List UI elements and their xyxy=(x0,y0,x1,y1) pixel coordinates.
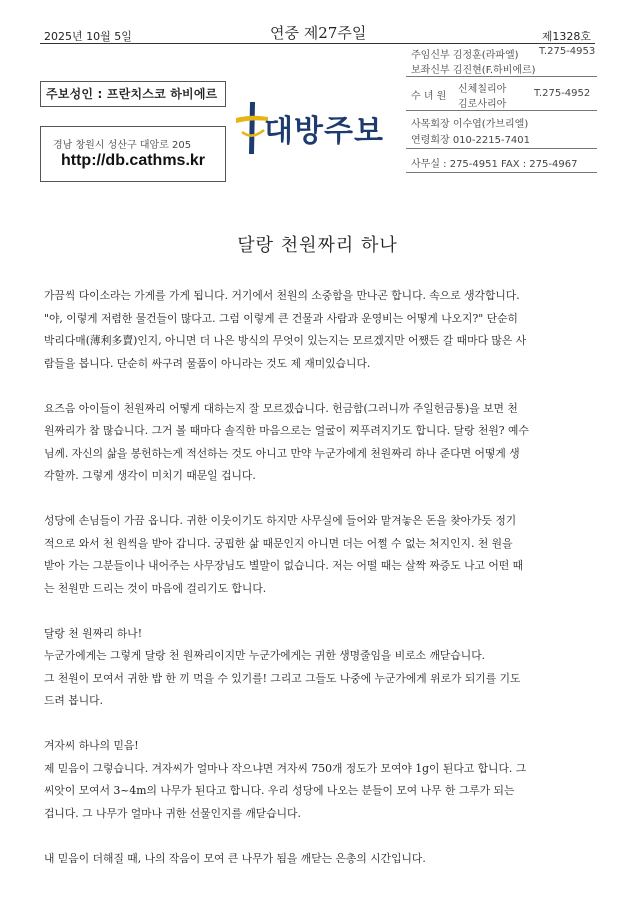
article-line: 원짜리가 참 많습니다. 그거 볼 때마다 솔직한 마음으로는 얼굴이 찌푸려지기도 합니다. 달랑 천원? 예수 xyxy=(44,424,529,437)
office-phone: 사무실 : 275-4951 FAX : 275-4967 xyxy=(411,159,578,170)
article-line: 성당에 손님들이 가끔 옵니다. 귀한 이웃이기도 하지만 사무실에 들어와 맡겨놓은 돈을 찾아가듯 정기 xyxy=(44,514,517,527)
article-line: 누군가에게는 그렇게 달랑 천 원짜리이지만 누군가에게는 귀한 생명줄임을 비로소 깨닫습니다. xyxy=(44,649,486,662)
article-line: 가끔씩 다이소라는 가게를 가게 됩니다. 거기에서 천원의 소중함을 만나곤 합니다. 속으로 생각합니다. xyxy=(44,289,520,302)
article-line: 드려 봅니다. xyxy=(44,694,104,707)
paragraph-gap xyxy=(44,825,596,848)
article-line: "야, 이렇게 저렴한 물건들이 많다고. 그럼 이렇게 큰 건물과 사람과 운영비는 어떻게 나오지?" 단순히 xyxy=(44,311,518,325)
council-president: 사목회장 이수엽(가브리엘) xyxy=(411,119,529,130)
paragraph-gap xyxy=(44,375,596,398)
article-line: 람들을 봅니다. 단순히 싸구려 물품이 아니라는 것도 제 재미있습니다. xyxy=(44,356,371,370)
article-line: 씨앗이 모여서 3~4m의 나무가 된다고 합니다. 우리 성당에 나오는 분들이 모여 나무 한 그루가 되는 xyxy=(44,784,515,797)
article-line: 달랑 천 원짜리 하나! xyxy=(44,626,143,640)
pastor-phone: T.275-4953 xyxy=(539,46,596,57)
issue-date: 2025년 10월 5일 xyxy=(44,30,132,43)
article-line: 님께. 자신의 삶을 봉헌하는게 적선하는 것도 아니고 만약 누군가에게 천원짜리 하나 준다면 어떻게 생 xyxy=(44,446,520,460)
paragraph-gap xyxy=(44,488,596,511)
article-line: 내 믿음이 더해질 때, 나의 작음이 모여 큰 나무가 됨을 깨닫는 은총의 시간입니다. xyxy=(44,851,426,865)
article-line: 겨자씨 하나의 믿음! xyxy=(44,739,139,752)
address-box xyxy=(40,126,226,182)
address-text: 경남 창원시 성산구 대암로 205 xyxy=(53,140,192,151)
nun-name-2: 김로사리아 xyxy=(458,99,507,110)
paragraph-gap xyxy=(44,600,596,623)
liturgical-week: 연중 제27주일 xyxy=(270,24,367,42)
article-line: 받아 가는 그분들이나 내어주는 사무장님도 별말이 없습니다. 저는 어떨 때는 살짝 짜증도 나고 어떤 때 xyxy=(44,559,524,572)
info-row-office xyxy=(406,149,597,173)
article-line: 는 천원만 드리는 것이 마음에 걸리기도 합니다. xyxy=(44,581,267,595)
issue-number: 제1328호 xyxy=(541,30,591,43)
pastor-name: 주임신부 김정훈(라파엘) xyxy=(411,50,519,61)
article-line: 적으로 와서 천 원씩을 받아 갑니다. 궁핍한 삶 때문인지 아니면 더는 어쩔 수 없는 처지인지. 천 원을 xyxy=(44,536,513,550)
article-title: 달랑 천원짜리 하나 xyxy=(237,235,398,256)
nuns-phone: T.275-4952 xyxy=(534,88,591,99)
article-line: 요즈음 아이들이 천원짜리 어떻게 대하는지 잘 모르겠습니다. 헌금함(그러니까 주일헌금통)을 보면 천 xyxy=(44,401,518,415)
funeral-council: 연령회장 010-2215-7401 xyxy=(411,135,531,146)
parish-info-table xyxy=(406,43,597,173)
nuns-label: 수 녀 원 xyxy=(411,91,447,102)
website-link[interactable]: http://db.cathms.kr xyxy=(61,152,206,169)
info-row-council xyxy=(406,111,597,149)
article-line: 그 천원이 모여서 귀한 밥 한 끼 먹을 수 있기를! 그리고 그들도 나중에 누군가에게 위로가 되기를 기도 xyxy=(44,671,521,685)
article-line: 박리다매(薄利多賣)인지, 아니면 더 나은 방식의 무엇이 있는지는 모르겠지만 어쨌든 갈 때마다 많은 사 xyxy=(44,334,527,347)
nun-name-1: 신체칠리아 xyxy=(458,84,507,95)
assistant-priest: 보좌신부 김진현(F.하비에르) xyxy=(411,65,536,76)
info-row-priests xyxy=(406,43,597,77)
article-line: 제 믿음이 그렇습니다. 겨자씨가 얼마나 작으냐면 겨자씨 750개 정도가 모여야 1g이 된다고 합니다. 그 xyxy=(44,761,527,775)
info-row-nuns xyxy=(406,77,597,111)
bulletin-logo xyxy=(234,100,404,156)
bulletin-title: 대방주보 xyxy=(264,114,384,149)
article-body xyxy=(44,285,596,870)
patron-saint-box: 주보성인 : 프란치스코 하비에르 xyxy=(40,81,226,107)
article-line: 각할까. 그렇게 생각이 미치기 때문일 겁니다. xyxy=(44,469,256,482)
paragraph-gap xyxy=(44,713,596,736)
article-line: 겁니다. 그 나무가 얼마나 귀한 선물인지를 깨닫습니다. xyxy=(44,806,301,820)
